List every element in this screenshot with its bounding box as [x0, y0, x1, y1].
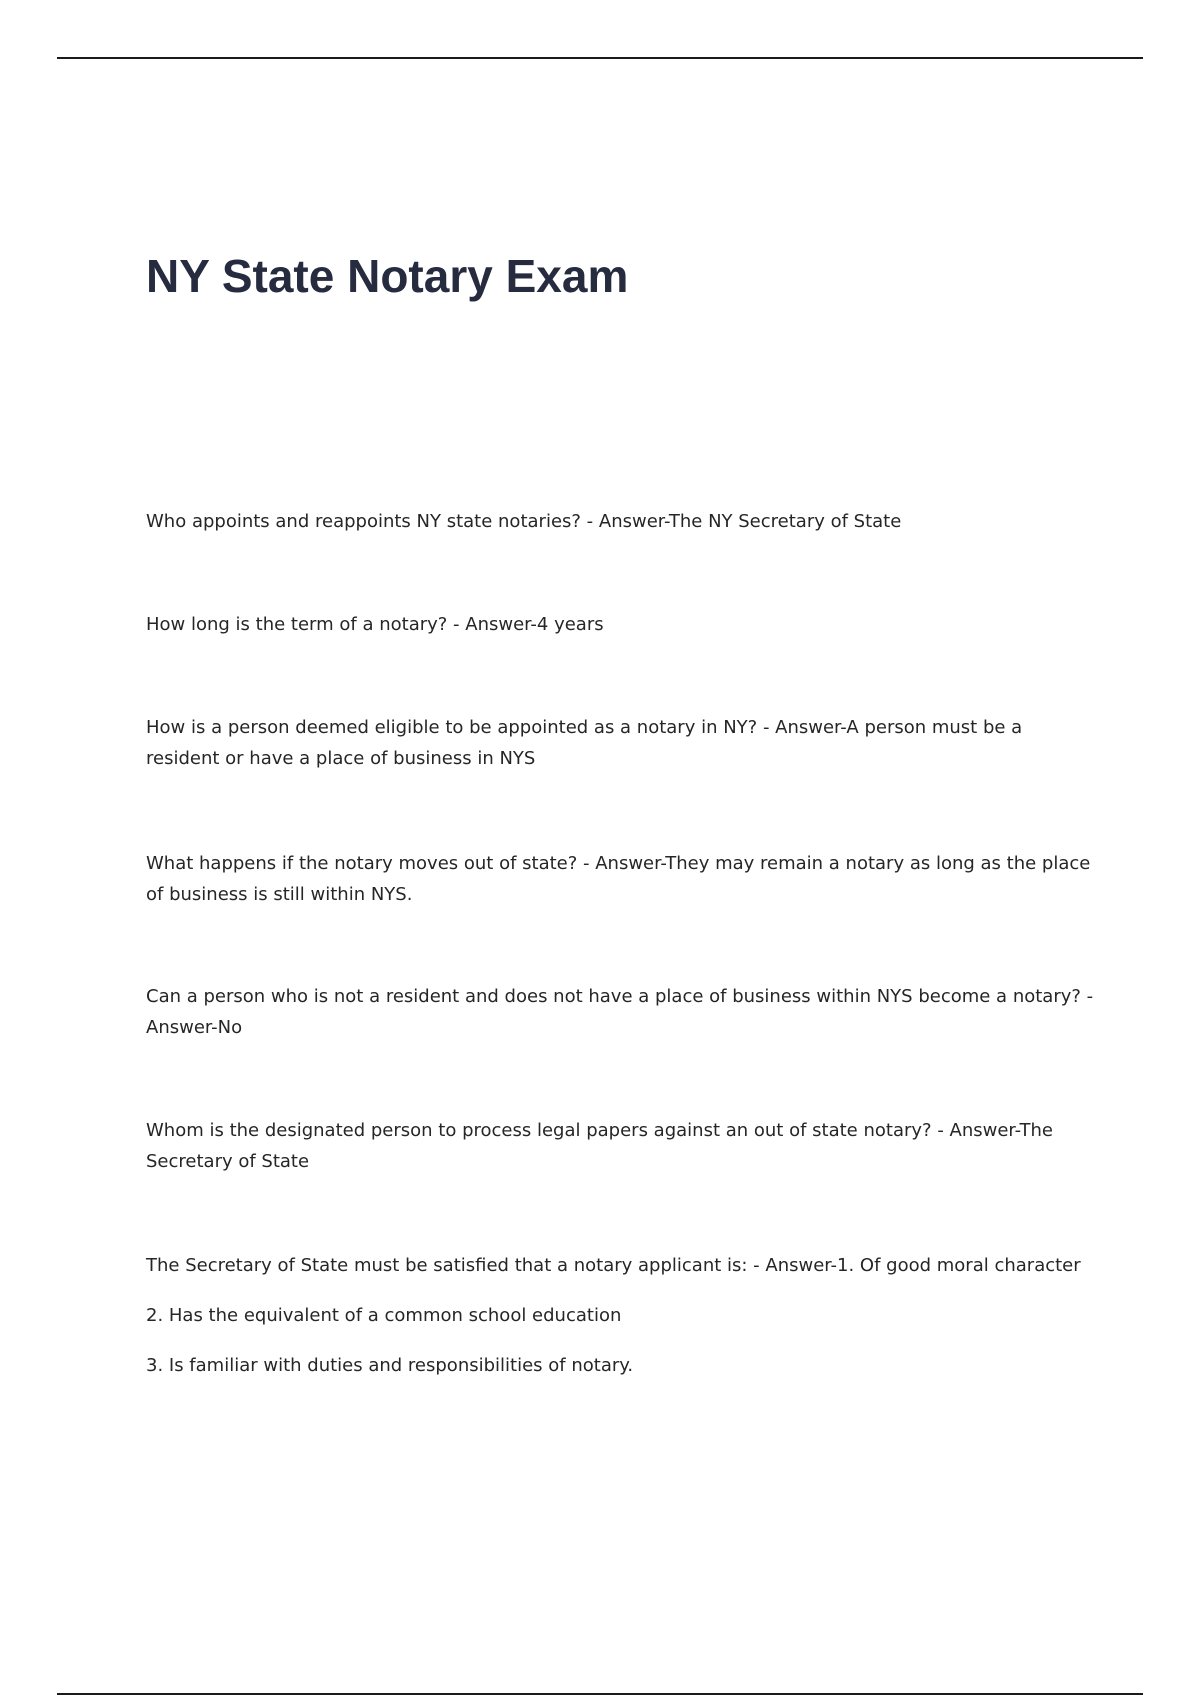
qa-item [146, 1250, 1096, 1400]
document-title: NY State Notary Exam [146, 250, 629, 302]
qa-line: Can a person who is not a resident and does not have a place of business within NYS become a notary? - [146, 986, 1094, 1007]
qa-item [146, 609, 1096, 640]
qa-item [146, 848, 1096, 910]
qa-line: Secretary of State [146, 1151, 310, 1172]
footer-rule [57, 1693, 1143, 1695]
qa-item [146, 1115, 1096, 1177]
qa-line: The Secretary of State must be satisfied that a notary applicant is: - Answer-1. Of good moral character [146, 1255, 1081, 1276]
qa-line: Whom is the designated person to process legal papers against an out of state notary? - Answer-The [146, 1120, 1053, 1141]
qa-line: Who appoints and reappoints NY state notaries? - Answer-The NY Secretary of State [146, 511, 902, 532]
qa-line: of business is still within NYS. [146, 884, 413, 905]
qa-item [146, 981, 1096, 1043]
qa-line: resident or have a place of business in NYS [146, 748, 536, 769]
qa-line: 3. Is familiar with duties and responsibilities of notary. [146, 1355, 634, 1376]
qa-item [146, 506, 1096, 537]
qa-line: How is a person deemed eligible to be appointed as a notary in NY? - Answer-A person must be a [146, 717, 1023, 738]
qa-line: What happens if the notary moves out of state? - Answer-They may remain a notary as long as the place [146, 853, 1091, 874]
qa-line: 2. Has the equivalent of a common school education [146, 1305, 622, 1326]
qa-line: How long is the term of a notary? - Answer-4 years [146, 614, 604, 635]
header-rule [57, 57, 1143, 59]
qa-item [146, 712, 1096, 774]
qa-line: Answer-No [146, 1017, 243, 1038]
